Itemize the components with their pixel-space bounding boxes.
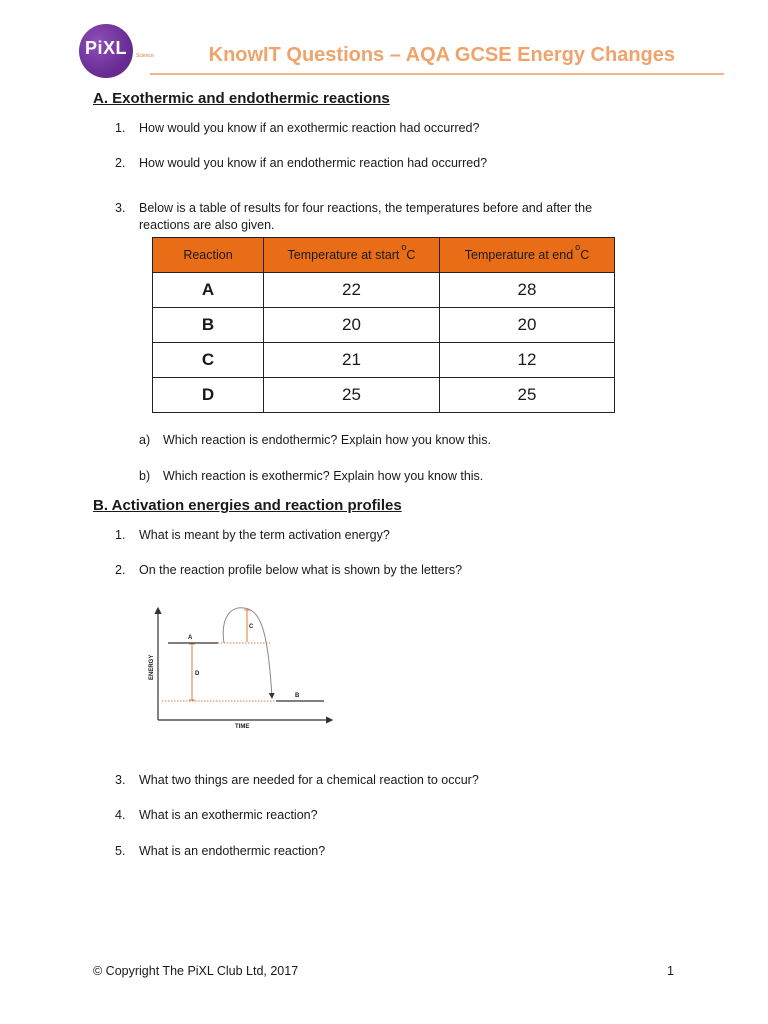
question-text: How would you know if an exothermic reaction had occurred?: [139, 121, 480, 135]
cell-start: 21: [264, 343, 440, 378]
header-temp-start: Temperature at start$^o$C: [264, 238, 440, 273]
cell-reaction: D: [153, 378, 264, 413]
cell-end: 20: [440, 308, 615, 343]
subquestion-text: Which reaction is endothermic? Explain how you know this.: [163, 433, 491, 447]
question-number: 4.: [115, 808, 126, 822]
subquestion-label: b): [139, 469, 151, 483]
x-axis-label: TIME: [235, 724, 250, 730]
logo-text: PiXL: [85, 38, 128, 58]
question-text: What two things are needed for a chemical reaction to occur?: [139, 773, 479, 787]
label-d: D: [195, 671, 200, 677]
results-table: [152, 237, 615, 413]
question-number: 3.: [115, 773, 126, 787]
question-number: 1.: [115, 121, 126, 135]
question-text: Below is a table of results for four reactions, the temperatures before and after the reactions are also given.: [139, 201, 593, 232]
page-title: KnowIT Questions – AQA GCSE Energy Changes: [208, 44, 675, 66]
cell-start: 20: [264, 308, 440, 343]
section-a-title: A. Exothermic and endothermic reactions: [93, 90, 390, 107]
cell-end: 12: [440, 343, 615, 378]
table-row: [153, 308, 615, 343]
label-b: B: [295, 693, 300, 699]
question-number: 5.: [115, 844, 126, 858]
table-row: [153, 273, 615, 308]
table-row: [153, 378, 615, 413]
label-a: A: [188, 635, 193, 641]
question-text: What is meant by the term activation energy?: [139, 528, 390, 542]
footer-copyright: © Copyright The PiXL Club Ltd, 2017: [93, 964, 299, 978]
question-text: On the reaction profile below what is shown by the letters?: [139, 563, 463, 577]
cell-start: 25: [264, 378, 440, 413]
cell-reaction: A: [153, 273, 264, 308]
subquestion-label: a): [139, 433, 151, 447]
table-header-row: [153, 238, 615, 273]
table-row: [153, 343, 615, 378]
cell-reaction: C: [153, 343, 264, 378]
logo-subtext: Science: [136, 53, 154, 59]
cell-start: 22: [264, 273, 440, 308]
header-divider: [150, 73, 724, 75]
cell-end: 25: [440, 378, 615, 413]
y-axis-label: ENERGY: [149, 654, 155, 680]
energy-curve: [223, 608, 272, 698]
header-reaction: Reaction: [153, 238, 264, 273]
section-b-title: B. Activation energies and reaction profiles: [93, 497, 402, 514]
reaction-profile-diagram: [140, 598, 345, 736]
question-text: What is an exothermic reaction?: [139, 808, 318, 822]
header-temp-end: Temperature at end$^o$C: [440, 238, 615, 273]
cell-reaction: B: [153, 308, 264, 343]
cell-end: 28: [440, 273, 615, 308]
question-number: 2.: [115, 156, 126, 170]
question-number: 3.: [115, 201, 126, 215]
page-number: 1: [667, 964, 674, 978]
question-text: How would you know if an endothermic reaction had occurred?: [139, 156, 488, 170]
question-number: 1.: [115, 528, 126, 542]
question-number: 2.: [115, 563, 126, 577]
question-text: What is an endothermic reaction?: [139, 844, 326, 858]
label-c: C: [249, 624, 254, 630]
subquestion-text: Which reaction is exothermic? Explain how you know this.: [163, 469, 484, 483]
